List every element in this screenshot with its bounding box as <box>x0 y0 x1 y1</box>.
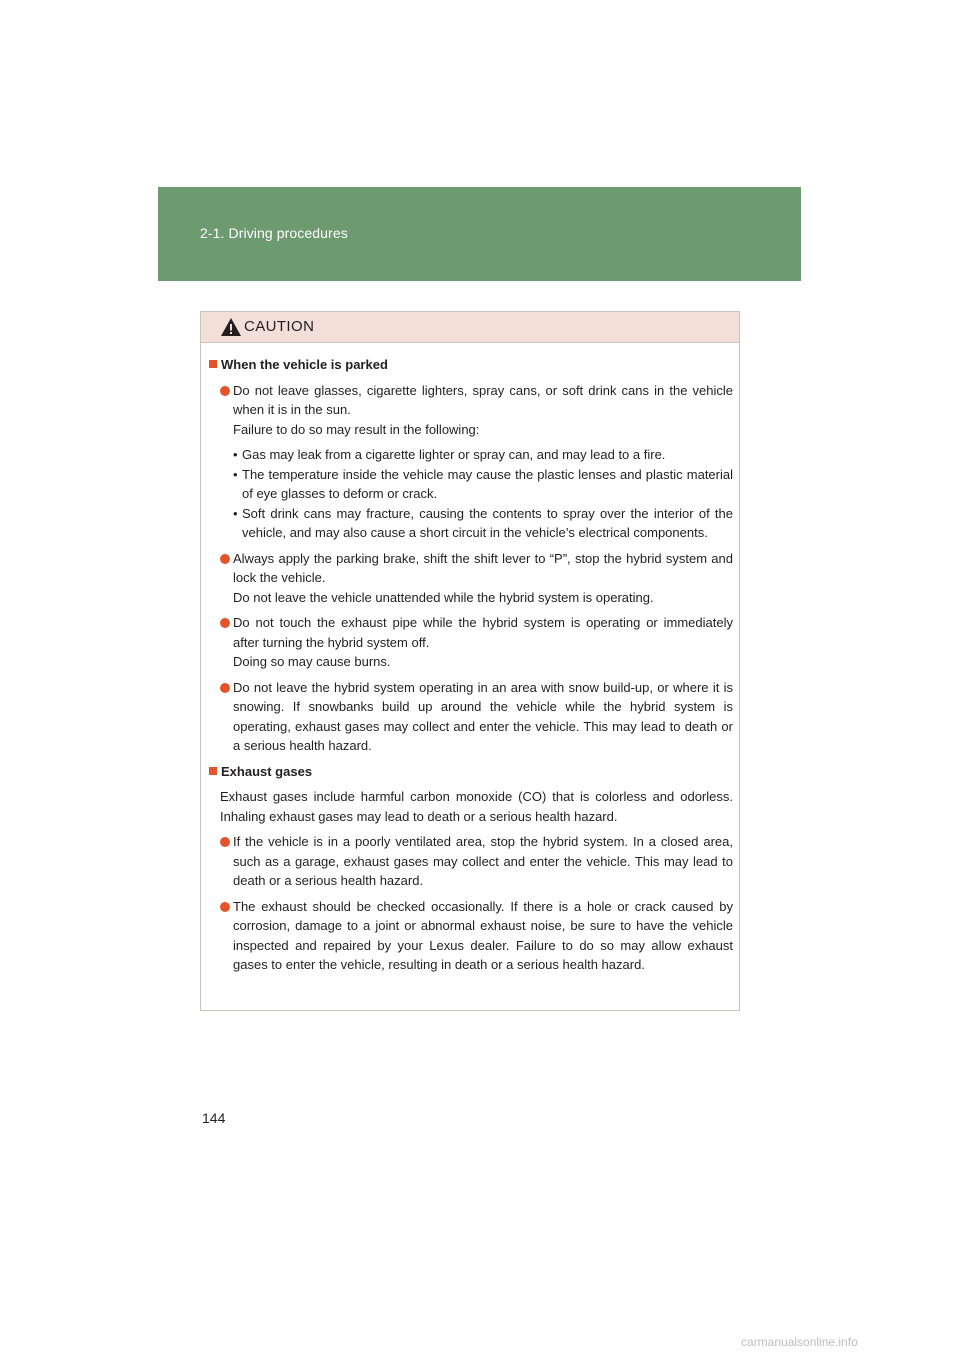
list-item: Do not leave the hybrid system operating in an area with snow build-up, or where it is snowing. If snowbanks build up around the vehicle while the hybrid system is operating, exhaust gases may collect and enter the vehicle. This may lead to death or a serious health hazard. <box>209 678 733 756</box>
round-bullet-icon <box>220 554 230 564</box>
caution-body <box>201 343 739 975</box>
list-item: The exhaust should be checked occasionally. If there is a hole or crack caused by corrosion, damage to a joint or abnormal exhaust noise, be sure to have the vehicle inspected and repaired by your Lexus dealer. Failure to do so may allow exhaust gases to enter the vehicle, resulting in death or a serious health hazard. <box>209 897 733 975</box>
list-item: Do not leave glasses, cigarette lighters, spray cans, or soft drink cans in the vehicle when it is in the sun. Failure to do so may result in the following: • Gas may leak from a cigarette lighter or spray can, and may lead to a fire. • The temperature inside the vehicle may cause the plastic lenses and plastic material of eye glasses to deform or crack. • Soft drink cans may fracture, causing the contents to spray over the interior of the vehicle, and may also cause a short circuit in the vehicle’s electrical components. <box>209 381 733 543</box>
sub-list-item: • The temperature inside the vehicle may cause the plastic lenses and plastic material of eye glasses to deform or crack. <box>233 466 733 501</box>
watermark: carmanualsonline.info <box>741 1335 858 1349</box>
square-bullet-icon <box>209 360 217 368</box>
sub-list-item: • Gas may leak from a cigarette lighter or spray can, and may lead to a fire. <box>209 445 733 465</box>
list-item: If the vehicle is in a poorly ventilated area, stop the hybrid system. In a closed area, such as a garage, exhaust gases may collect and enter the vehicle. This may lead to death or a serious health hazard. <box>209 832 733 891</box>
round-bullet-icon <box>220 837 230 847</box>
sub-bullet: • <box>233 505 238 521</box>
sub-list-item: • Soft drink cans may fracture, causing the contents to spray over the interior of the vehicle, and may also cause a short circuit in the vehicle’s electrical components. <box>233 505 733 540</box>
sub-bullet: • <box>233 447 238 462</box>
caution-box <box>200 311 740 1011</box>
round-bullet-icon <box>220 683 230 693</box>
caution-header <box>201 312 739 343</box>
section-heading-parked: When the vehicle is parked <box>209 355 733 375</box>
header-band <box>158 187 801 281</box>
section-title: 2-1. Driving procedures <box>200 225 348 241</box>
section-heading-exhaust: Exhaust gases <box>209 762 733 782</box>
page-number: 144 <box>202 1110 226 1126</box>
list-item: Do not touch the exhaust pipe while the hybrid system is operating or immediately after turning the hybrid system off. Doing so may cause burns. <box>209 613 733 672</box>
list-item: Always apply the parking brake, shift the shift lever to “P”, stop the hybrid system and lock the vehicle. Do not leave the vehicle unattended while the hybrid system is operating. <box>209 549 733 608</box>
caution-label: CAUTION <box>244 318 315 335</box>
sub-bullet: • <box>233 466 238 482</box>
round-bullet-icon <box>220 618 230 628</box>
warning-triangle-icon <box>220 317 242 337</box>
round-bullet-icon <box>220 902 230 912</box>
section-intro: Exhaust gases include harmful carbon monoxide (CO) that is colorless and odorless. Inhaling exhaust gases may lead to death or a serious health hazard. <box>220 789 733 824</box>
round-bullet-icon <box>220 386 230 396</box>
square-bullet-icon <box>209 767 217 775</box>
